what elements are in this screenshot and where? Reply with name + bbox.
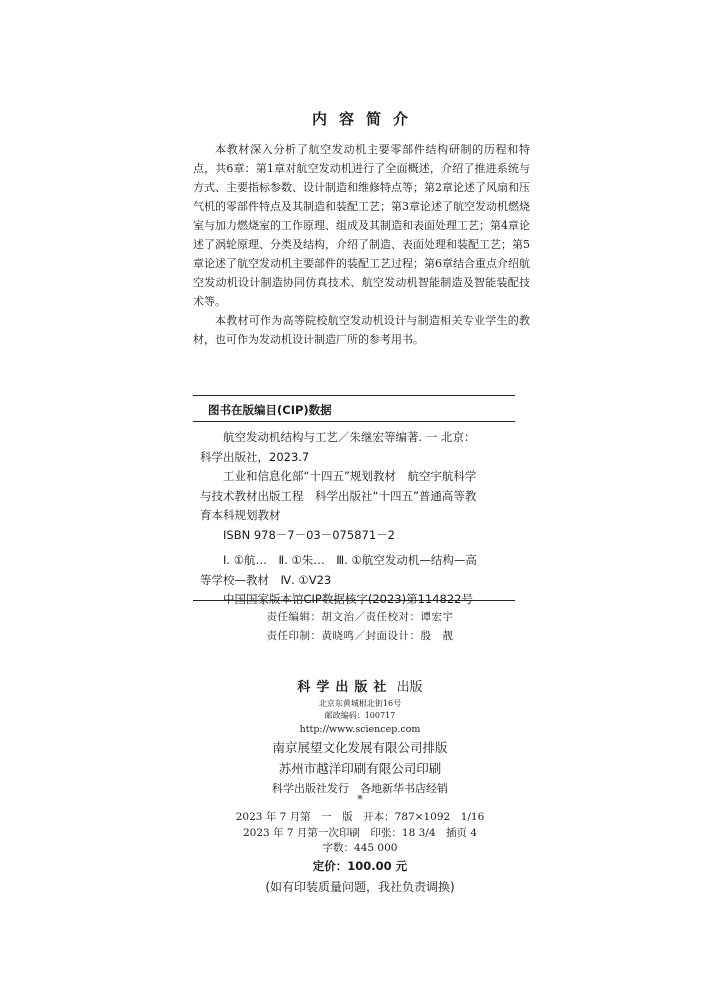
cip-line: 与技术教材出版工程 科学出版社“十四五”普通高等教: [200, 488, 477, 503]
staff-line: 责任编辑：胡文治／责任校对：谭宏宇: [266, 611, 454, 623]
summary-paragraph: 本教材可作为高等院校航空发动机设计与制造相关专业学生的教材，也可作为发动机设计制造厂所的参考用书。: [193, 314, 530, 346]
cip-line: 科学出版社，2023.7: [200, 449, 310, 464]
distributor: 科学出版社发行 各地新华书店经销: [272, 782, 448, 795]
price-line: 定价：100.00 元: [312, 858, 408, 873]
print-specs: [0, 810, 720, 898]
cip-record: [200, 428, 520, 610]
publisher-address: 北京东黄城根北街16号: [318, 699, 402, 708]
printer: 苏州市越洋印刷有限公司印刷: [278, 761, 442, 776]
cip-isbn: ISBN 978－7－03－075871－2: [223, 527, 395, 542]
staff-credits: [0, 608, 720, 646]
quality-notice: (如有印装质量问题，我社负责调换): [265, 879, 455, 894]
cip-line: 工业和信息化部“十四五”规划教材 航空宇航科学: [223, 469, 477, 483]
publisher-name: 科学出版社: [297, 680, 393, 695]
staff-line: 责任印制：黄晓鸣／封面设计：殷 靓: [266, 630, 454, 642]
typesetter: 南京展望文化发展有限公司排版: [272, 740, 448, 755]
summary-text: [193, 140, 530, 349]
separator-star: *: [357, 793, 363, 806]
printing-line: 2023 年 7 月第一次印刷 印张：18 3/4 插页 4: [242, 826, 478, 839]
summary-title: 内容简介: [311, 110, 420, 128]
cip-header-rule: [193, 421, 515, 422]
cip-record-number: 中国国家版本馆CIP数据核字(2023)第114822号: [223, 592, 473, 606]
edition-line: 2023 年 7 月第 一 版 开本：787×1092 1/16: [235, 811, 485, 823]
publisher-website: http://www.sciencep.com: [299, 724, 421, 735]
wordcount-line: 字数：445 000: [322, 842, 398, 854]
cip-line: 航空发动机结构与工艺／朱继宏等编著. 一 北京：: [223, 430, 476, 444]
cip-heading: 图书在版编目(CIP)数据: [208, 403, 332, 417]
summary-paragraph: 本教材深入分析了航空发动机主要零部件结构研制的历程和特点，共6章：第1章对航空发动机进行了全面概述，介绍了推进系统与方式、主要指标参数、设计制造和维修特点等；第2章论述了风扇和压气机的零部件特点及其制造和装配工艺；第3章论述了航空发动机燃烧室与加力燃烧室的工作原理、组成及其制造和表面处理工艺；第4章论述了涡轮原理、分类及结构，介绍了制造、表面处理和装配工艺；第5章论述了航空发动机主要部件的装配工艺过程；第6章结合重点介绍航空发动机设计制造协同仿真技术、航空发动机智能制造及智能装配技术等。: [193, 143, 530, 308]
cip-top-rule: [193, 395, 515, 396]
cip-bottom-rule: [193, 600, 515, 601]
cip-classification: 等学校—教材 Ⅳ. ①V23: [200, 572, 332, 587]
publisher-suffix: 出版: [396, 680, 423, 695]
cip-line: 育本科规划教材: [200, 508, 281, 522]
publisher-info: [0, 678, 720, 798]
publisher-postcode: 邮政编码：100717: [324, 711, 396, 720]
cip-classification: Ⅰ. ①航… Ⅱ. ①朱… Ⅲ. ①航空发动机—结构—高: [223, 553, 477, 567]
publisher-line: [0, 678, 720, 698]
